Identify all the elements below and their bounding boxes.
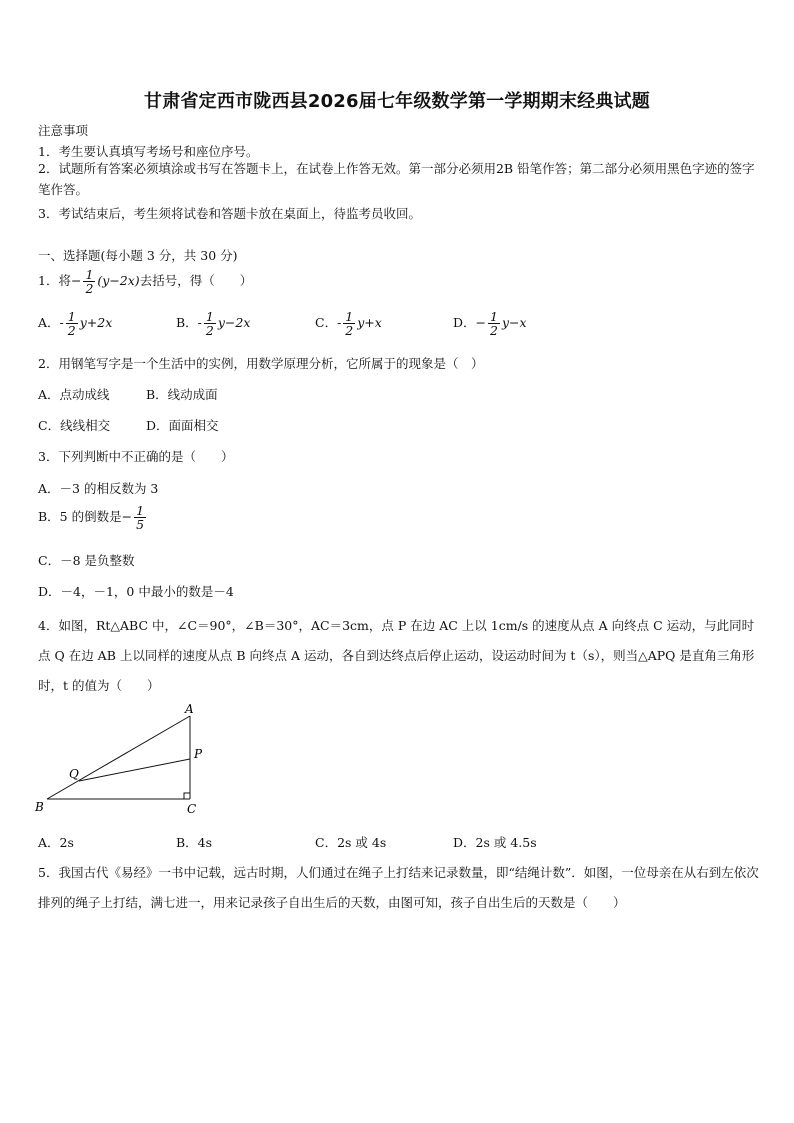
q1-fraction: [83, 268, 95, 295]
q1-option-d-num: 1: [490, 309, 498, 324]
q1-option-a-den: 2: [67, 323, 76, 338]
q1-option-c-fraction: [343, 310, 355, 337]
q1-option-b-num: 1: [205, 309, 214, 324]
q1-option-d-fraction: [488, 310, 500, 337]
q1-option-c-tail: y+x: [357, 315, 382, 330]
q3-option-d: D．－4，－1，0 中最小的数是－4: [38, 584, 234, 599]
right-angle-mark: [184, 793, 190, 799]
question-3-stem: 3．下列判断中不正确的是（ ）: [38, 449, 234, 464]
q1-option-b-den: 2: [205, 323, 214, 338]
notice-heading: 注意事项: [38, 123, 89, 138]
notice-item-3: 3．考试结束后，考生须将试卷和答题卡放在桌面上，待监考员收回。: [38, 206, 421, 221]
q4-option-c: C．2s 或 4s: [315, 835, 387, 850]
q2-option-d: D．面面相交: [146, 418, 219, 433]
notice-item-1: 1．考生要认真填写考场号和座位序号。: [38, 144, 259, 159]
q1-option-d-tail: y−x: [501, 315, 527, 330]
question-1-stem: [38, 268, 252, 295]
q3-option-c: C．－8 是负整数: [38, 553, 135, 568]
q1-option-b-fraction: [204, 310, 216, 337]
q3-option-b-den: 5: [136, 517, 145, 532]
q3-option-b-fraction: [134, 504, 146, 531]
q1-expression: (y−2x): [97, 273, 140, 288]
q1-frac-num: 1: [85, 267, 94, 282]
q4-option-b: B．4s: [176, 835, 213, 850]
label-b: B: [35, 800, 44, 814]
q2-option-b: B．线动成面: [146, 387, 218, 402]
q1-frac-den: 2: [85, 281, 94, 296]
segment-ab: [47, 716, 190, 799]
q1-option-b-tail: y−2x: [217, 315, 251, 330]
q1-option-c-den: 2: [345, 323, 354, 338]
q1-option-a-tail: y+2x: [79, 315, 113, 330]
q1-option-a-label: A．-: [38, 315, 64, 330]
q1-option-d: [453, 310, 527, 337]
q2-option-c: C．线线相交: [38, 418, 111, 433]
triangle-figure: [30, 700, 220, 820]
question-5-stem: 5．我国古代《易经》一书中记载，远古时期，人们通过在绳子上打结来记录数量，即“结绳计数”．如图，一位母亲在从右到左依次排列的绳子上打结，满七进一，用来记录孩子自出生后的天数，由图可知，孩子自出生后的天数是（ ）: [38, 865, 759, 910]
q1-prefix: 1．将−: [38, 273, 82, 288]
q1-option-c-num: 1: [345, 309, 354, 324]
q3-option-b-num: 1: [136, 503, 145, 518]
q4-option-a: A．2s: [38, 835, 74, 850]
q1-option-d-label: D．−: [453, 315, 486, 330]
q1-suffix: 去括号，得（ ）: [139, 273, 253, 288]
q3-option-b-prefix: B．5 的倒数是−: [38, 509, 133, 524]
section-heading: 一、选择题(每小题 3 分，共 30 分): [38, 248, 238, 263]
notice-item-2: 2．试题所有答案必须填涂或书写在答题卡上，在试卷上作答无效。第一部分必须用2B 铅笔作答；第二部分必须用黑色字迹的签字笔作答。: [38, 161, 755, 197]
question-4-stem: 4．如图，Rt△ABC 中，∠C＝90°，∠B＝30°，AC＝3cm，点 P 在边 AC 上以 1cm/s 的速度从点 A 向终点 C 运动，与此同时点 Q 在边 AB 上以同样的速度从点 B 向终点 A 运动，各自到达终点后停止运动，设运动时间为 t（s），则当△APQ 是直角三角形时，t 的值为（ ）: [38, 618, 755, 693]
page-title: 甘肃省定西市陇西县2026届七年级数学第一学期期末经典试题: [144, 91, 650, 112]
q1-option-c-label: C．-: [315, 315, 342, 330]
q4-option-d: D．2s 或 4.5s: [453, 835, 537, 850]
label-q: Q: [69, 767, 79, 781]
q1-option-a: [38, 310, 112, 337]
q1-option-b-label: B．-: [176, 315, 202, 330]
q1-option-a-fraction: [66, 310, 78, 337]
q1-option-a-num: 1: [67, 309, 76, 324]
q3-option-a: A．－3 的相反数为 3: [38, 481, 159, 496]
q1-option-c: [315, 310, 382, 337]
q2-option-a: A．点动成线: [38, 387, 110, 402]
question-2-stem: 2．用钢笔写字是一个生活中的实例，用数学原理分析，它所属于的现象是（ ）: [38, 356, 484, 371]
q1-option-b: [176, 310, 250, 337]
label-c: C: [187, 802, 197, 816]
q3-option-b: [38, 504, 148, 531]
label-a: A: [185, 702, 194, 716]
q1-option-d-den: 2: [490, 323, 498, 338]
segment-pq: [79, 759, 190, 781]
label-p: P: [194, 747, 203, 761]
